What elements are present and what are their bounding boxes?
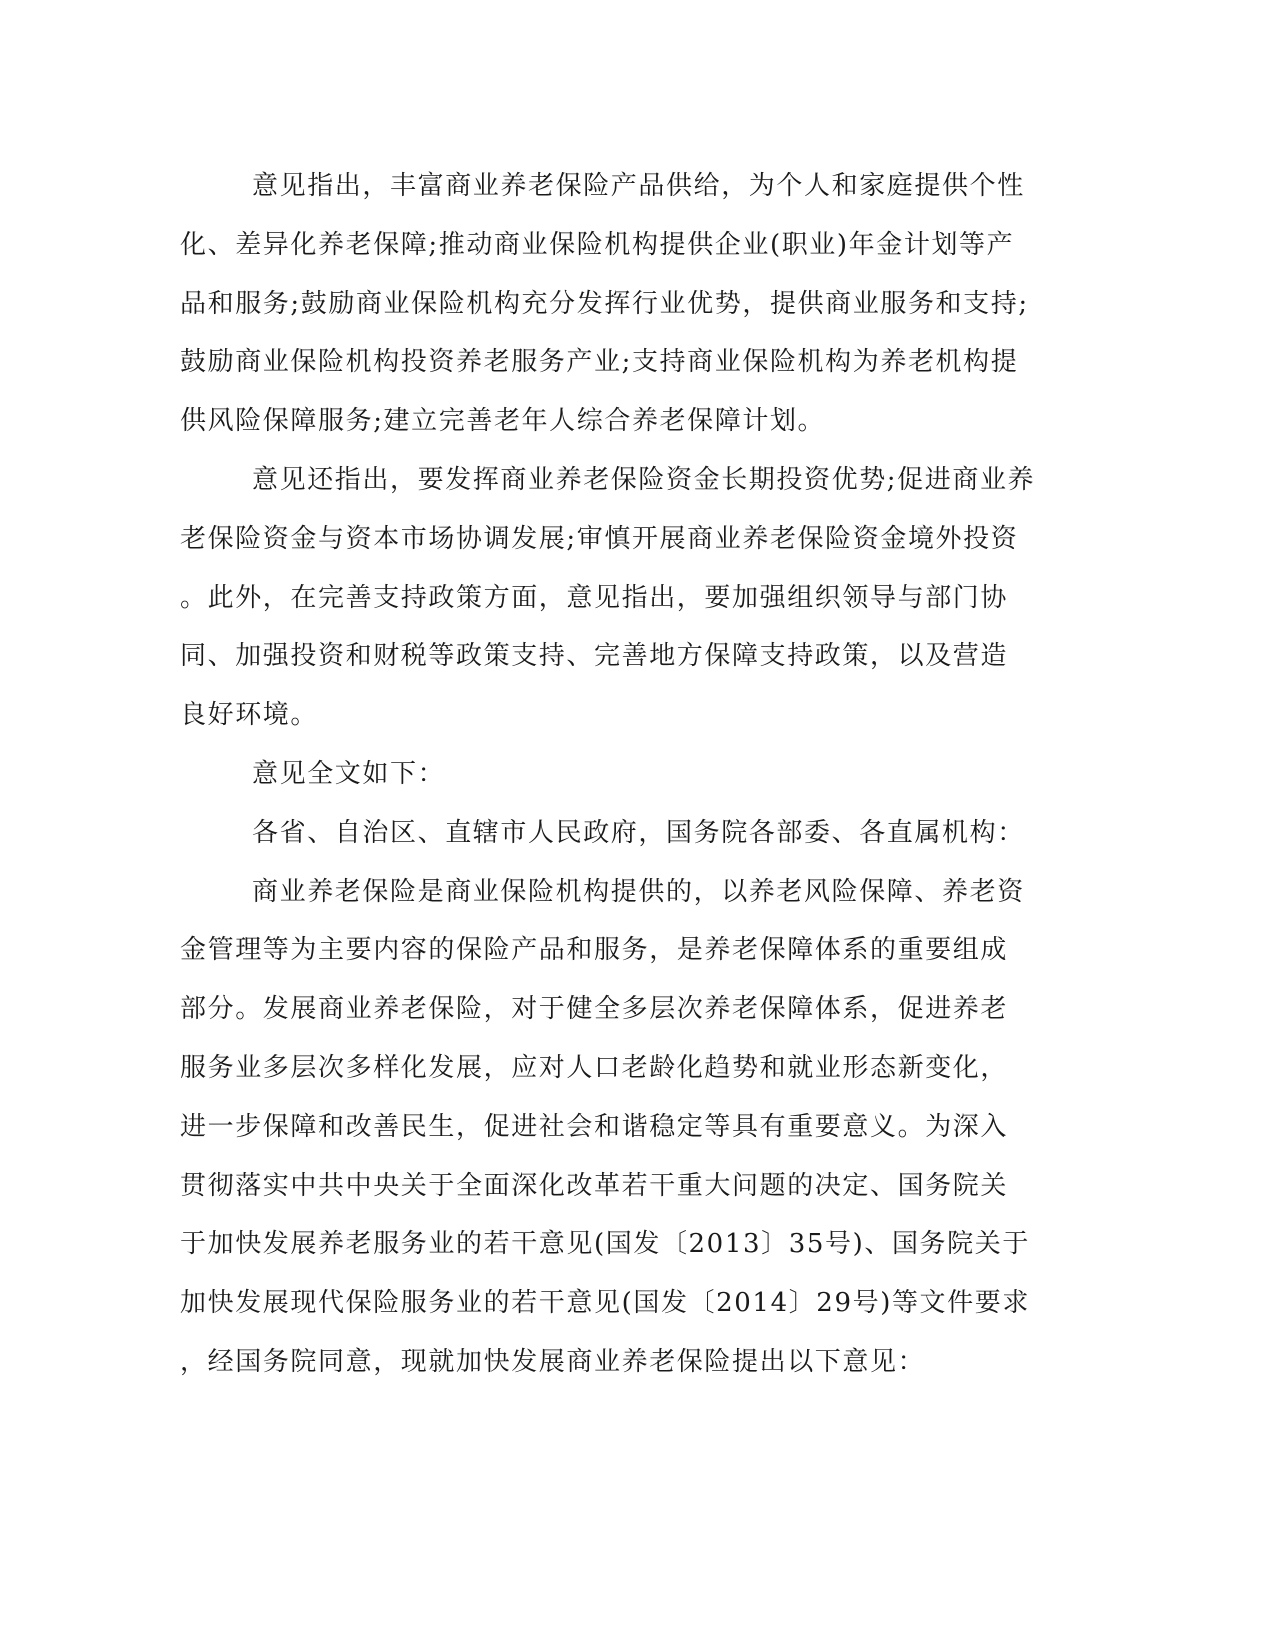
- paragraph-first-line: 意见全文如下：: [252, 758, 446, 789]
- text-line: 供风险保障服务;建立完善老年人综合养老保障计划。: [180, 406, 826, 437]
- text-line: 。此外，在完善支持政策方面，意见指出，要加强组织领导与部门协: [180, 582, 1009, 613]
- text-line: 贯彻落实中共中央关于全面深化改革若干重大问题的决定、国务院关: [180, 1170, 1009, 1201]
- text-line: 部分。发展商业养老保险，对于健全多层次养老保障体系，促进养老: [180, 994, 1009, 1025]
- text-line: 品和服务;鼓励商业保险机构充分发挥行业优势，提供商业服务和支持;: [180, 288, 1029, 319]
- text-line: 同、加强投资和财税等政策支持、完善地方保障支持政策，以及营造: [180, 641, 1009, 672]
- paragraph-first-line: 各省、自治区、直辖市人民政府，国务院各部委、各直属机构：: [252, 817, 1025, 848]
- text-line: 于加快发展养老服务业的若干意见(国发〔2013〕35号)、国务院关于: [180, 1229, 1030, 1260]
- text-line: 良好环境。: [180, 700, 319, 731]
- text-line: 鼓励商业保险机构投资养老服务产业;支持商业保险机构为养老机构提: [180, 347, 1019, 378]
- text-line: 老保险资金与资本市场协调发展;审慎开展商业养老保险资金境外投资: [180, 523, 1019, 554]
- text-line: ，经国务院同意，现就加快发展商业养老保险提出以下意见：: [180, 1346, 926, 1377]
- paragraph-first-line: 意见指出，丰富商业养老保险产品供给，为个人和家庭提供个性: [252, 171, 1025, 201]
- document-body: [180, 157, 1040, 1392]
- paragraph-first-line: 意见还指出，要发挥商业养老保险资金长期投资优势;促进商业养: [252, 464, 1036, 495]
- text-line: 加快发展现代保险服务业的若干意见(国发〔2014〕29号)等文件要求: [180, 1288, 1030, 1319]
- text-line: 金管理等为主要内容的保险产品和服务，是养老保障体系的重要组成: [180, 935, 1009, 966]
- paragraph-first-line: 商业养老保险是商业保险机构提供的，以养老风险保障、养老资: [252, 876, 1025, 907]
- text-line: 化、差异化养老保障;推动商业保险机构提供企业(职业)年金计划等产: [180, 229, 1015, 260]
- text-line: 进一步保障和改善民生，促进社会和谐稳定等具有重要意义。为深入: [180, 1111, 1009, 1142]
- text-line: 服务业多层次多样化发展，应对人口老龄化趋势和就业形态新变化，: [180, 1052, 1009, 1083]
